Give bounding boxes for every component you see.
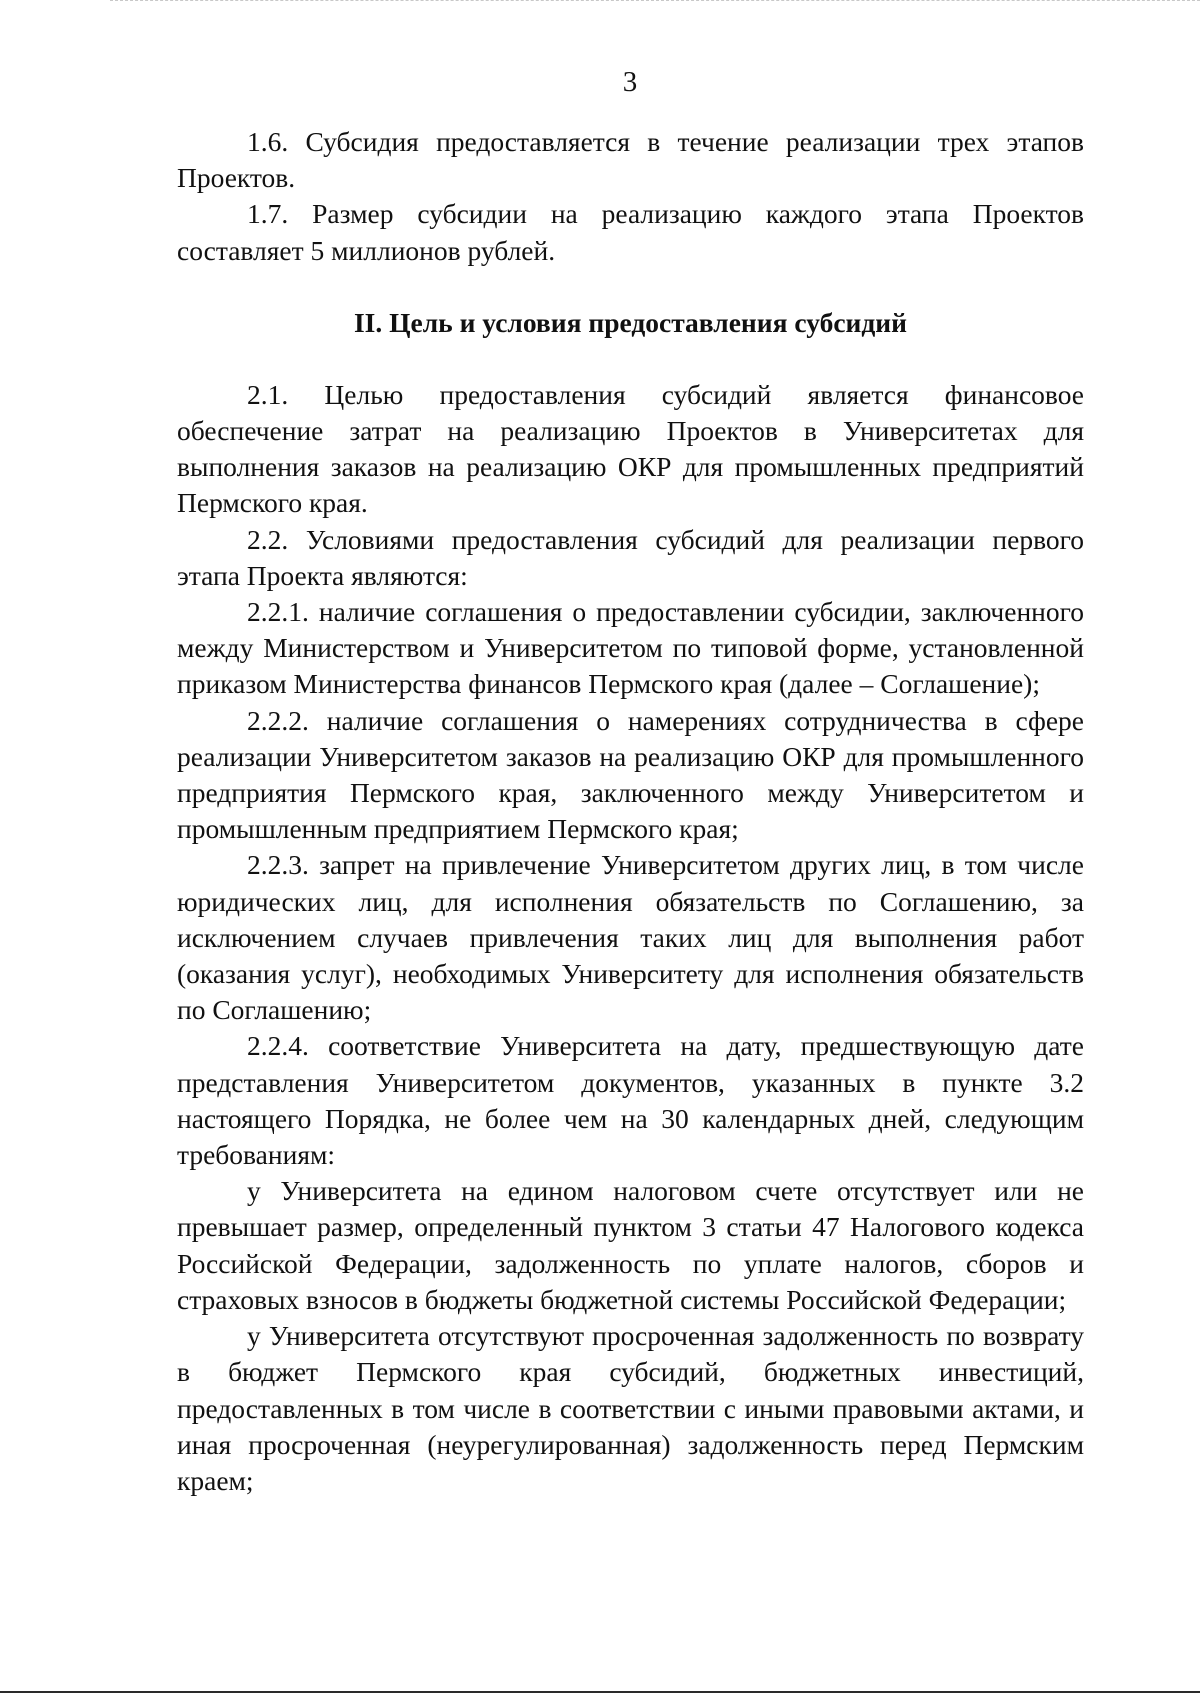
paragraph-2-2-3: 2.2.3. запрет на привлечение Университетом других лиц, в том числе юридических лиц, для исполнения обязательств по Соглашению, за исключением случаев привлечения таких лиц для выполнения работ (оказания услуг), необходимых Университету для исполнения обязательств по Соглашению; [177, 849, 1084, 1026]
scan-top-edge [110, 0, 1200, 2]
section-title: II. Цель и условия предоставления субсидий [353, 306, 907, 338]
paragraph-2-2: 2.2. Условиями предоставления субсидий для реализации первого этапа Проекта являются: [177, 523, 1084, 591]
document-body [177, 124, 1084, 1499]
paragraph-2-1: 2.1. Целью предоставления субсидий является финансовое обеспечение затрат на реализацию Проектов в Университетах для выполнения заказов на реализацию ОКР для промышленных предприятий Пермского края. [177, 378, 1084, 519]
paragraph-requirement-debt: у Университета отсутствуют просроченная задолженность по возврату в бюджет Пермского края субсидий, бюджетных инвестиций, предоставленных в том числе в соответствии с иными правовыми актами, и иная просроченная (неурегулированная) задолженность перед Пермским краем; [177, 1320, 1084, 1496]
paragraph-2-2-1: 2.2.1. наличие соглашения о предоставлении субсидии, заключенного между Министерством и Университетом по типовой форме, установленной приказом Министерства финансов Пермского края (далее – Соглашение); [177, 596, 1084, 700]
paragraph-2-2-2: 2.2.2. наличие соглашения о намерениях сотрудничества в сфере реализации Университетом заказов на реализацию ОКР для промышленного предприятия Пермского края, заключенного между Университетом и промышленным предприятием Пермского края; [177, 704, 1084, 845]
paragraph-requirement-tax: у Университета на едином налоговом счете отсутствует или не превышает размер, определенный пунктом 3 статьи 47 Налогового кодекса Российской Федерации, задолженность по уплате налогов, сборов и страховых взносов в бюджеты бюджетной системы Российской Федерации; [177, 1175, 1084, 1315]
page-number: 3 [622, 66, 638, 98]
paragraph-1-7: 1.7. Размер субсидии на реализацию каждого этапа Проектов составляет 5 миллионов рублей. [177, 198, 1084, 266]
paragraph-1-6: 1.6. Субсидия предоставляется в течение реализации трех этапов Проектов. [177, 126, 1084, 194]
paragraph-2-2-4: 2.2.4. соответствие Университета на дату, предшествующую дате представления Университетом документов, указанных в пункте 3.2 настоящего Порядка, не более чем на 30 календарных дней, следующим требованиям: [177, 1030, 1084, 1171]
